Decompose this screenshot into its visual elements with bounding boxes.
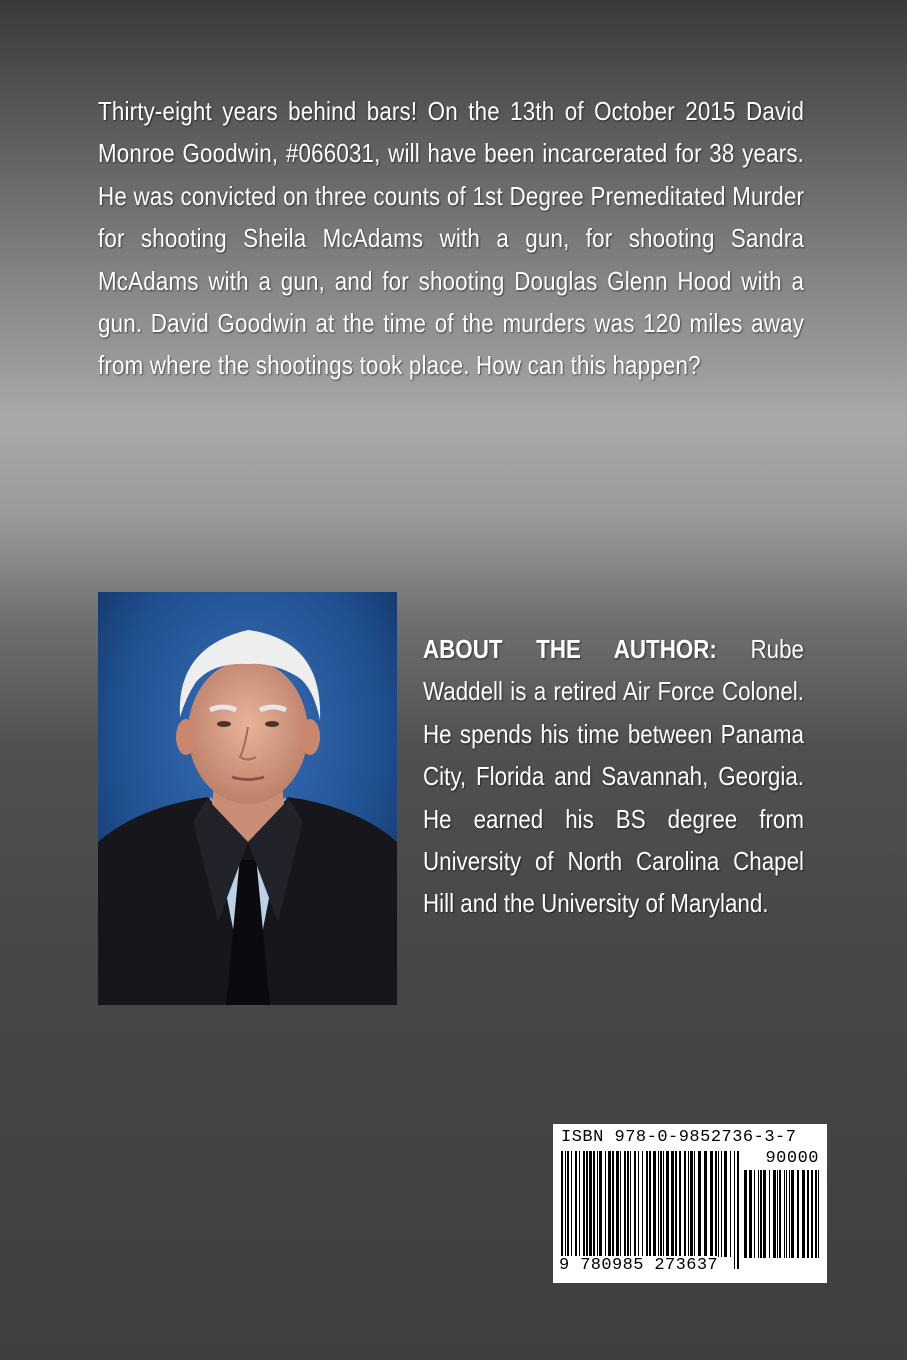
about-the-author xyxy=(423,628,804,925)
ean-digits: 9 780985 273637 xyxy=(559,1256,719,1275)
price-addon-bars xyxy=(744,1170,819,1270)
isbn-barcode xyxy=(553,1124,827,1283)
about-author-heading: ABOUT THE AUTHOR: xyxy=(423,634,717,664)
ean-barcode-bars xyxy=(561,1151,741,1269)
synopsis-text: Thirty-eight years behind bars! On the 13th of October 2015 David Monroe Goodwin, #066031, will have been incarcerated for 38 years. He was convicted on three counts of 1st Degree Premeditated Murder for shooting Sheila McAdams with a gun, for shooting Sandra McAdams with a gun, and for shooting Douglas Glenn Hood with a gun. David Goodwin at the time of the murders was 120 miles away from where the shootings took place. How can this happen? xyxy=(98,96,805,381)
author-photo xyxy=(98,592,397,1005)
about-author-text: Rube Waddell is a retired Air Force Colonel. He spends his time between Panama City, Florida and Savannah, Georgia. He earned his BS degree from University of North Carolina Chapel Hill and the University of Maryland. xyxy=(423,634,804,919)
isbn-label: ISBN 978-0-9852736-3-7 xyxy=(561,1128,797,1147)
price-code: 90000 xyxy=(765,1149,819,1168)
